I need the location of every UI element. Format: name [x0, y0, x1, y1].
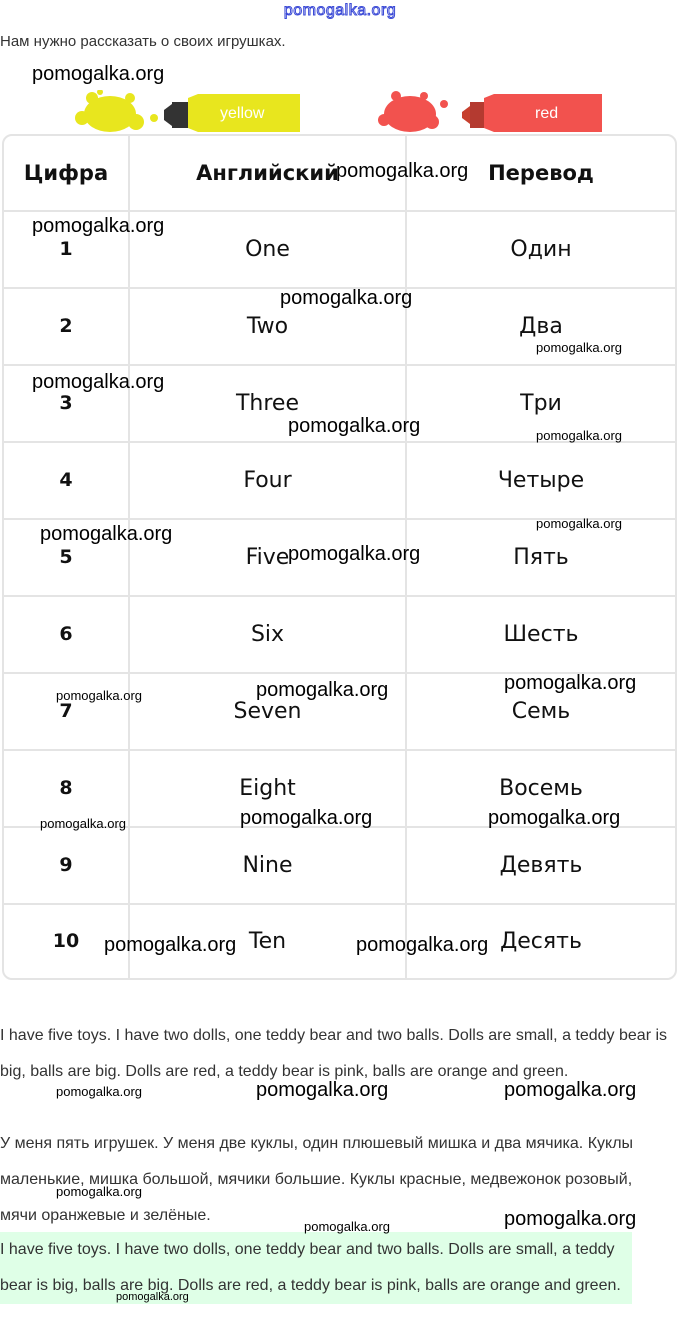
watermark: pomogalka.org: [280, 287, 413, 309]
watermark: pomogalka.org: [288, 415, 421, 437]
watermark: pomogalka.org: [536, 516, 622, 531]
english-cell: Nine: [129, 827, 406, 904]
english-cell: Five: [129, 519, 406, 596]
digit-cell: 1: [4, 211, 129, 288]
english-cell: Ten: [129, 904, 406, 978]
watermark: pomogalka.org: [336, 160, 469, 182]
translation-cell: Десять: [500, 928, 582, 954]
watermark: pomogalka.org: [56, 1184, 142, 1199]
english-paragraph: I have five toys. I have two dolls, one teddy bear and two balls. Dolls are small, a teddy bear is big, balls are big. Dolls are red, a teddy bear is pink, balls are orange and green.: [0, 1027, 668, 1080]
watermark: pomogalka.org: [240, 807, 373, 829]
red-splash-icon: [374, 90, 614, 136]
table-row: [4, 596, 675, 673]
english-cell: Seven: [129, 673, 406, 750]
watermark: pomogalka.org: [504, 1208, 637, 1230]
russian-paragraph: У меня пять игрушек. У меня две куклы, один плюшевый мишка и два мячика. Куклы маленькие, мишка большой, мячики большие. Куклы красные, медвежонок розовый, мячи оранжевые и зелёные.: [0, 1135, 634, 1224]
red-marker: [374, 90, 614, 136]
site-header[interactable]: pomogalka.org: [283, 2, 397, 19]
watermark: pomogalka.org: [56, 688, 142, 703]
english-cell: Three: [129, 365, 406, 442]
watermark: pomogalka.org: [536, 340, 622, 355]
translation-cell: Девять: [406, 827, 675, 904]
translation-cell: Семь: [406, 673, 675, 750]
watermark: pomogalka.org: [488, 807, 621, 829]
digit-cell: 7: [4, 673, 129, 750]
table-row: [4, 442, 675, 519]
watermark: pomogalka.org: [356, 934, 489, 956]
digit-cell: 3: [4, 365, 129, 442]
english-cell: Eight: [129, 750, 406, 827]
header-english: Английский: [129, 136, 406, 211]
yellow-splash-icon: [70, 90, 310, 136]
watermark: pomogalka.org: [116, 1291, 189, 1303]
table-row: [4, 827, 675, 904]
digit-cell: 6: [4, 596, 129, 673]
watermark: pomogalka.org: [536, 428, 622, 443]
translation-cell: Шесть: [406, 596, 675, 673]
digit-cell: 8: [4, 750, 129, 827]
header-digit: Цифра: [4, 136, 129, 211]
digit-cell: 10: [4, 904, 129, 978]
watermark: pomogalka.org: [304, 1219, 390, 1234]
watermark: pomogalka.org: [504, 672, 637, 694]
watermark: pomogalka.org: [256, 679, 389, 701]
watermark: pomogalka.org: [104, 934, 237, 956]
english-cell: Four: [129, 442, 406, 519]
digit-cell: 5: [4, 519, 129, 596]
header-translation: Перевод: [406, 136, 675, 211]
translation-cell: Один: [406, 211, 675, 288]
watermark: pomogalka.org: [32, 63, 165, 85]
watermark: pomogalka.org: [40, 816, 126, 831]
yellow-marker: [70, 90, 310, 136]
watermark: pomogalka.org: [32, 215, 165, 237]
english-cell: Six: [129, 596, 406, 673]
watermark: pomogalka.org: [32, 371, 165, 393]
watermark: pomogalka.org: [504, 1079, 637, 1101]
red-marker-label: red: [535, 105, 559, 122]
translation-cell: Восемь: [406, 750, 675, 827]
highlighted-answer: I have five toys. I have two dolls, one teddy bear and two balls. Dolls are small, a teddy bear is big, balls are big. Dolls are red, a teddy bear is pink, balls are orange and green.: [0, 1232, 632, 1304]
watermark: pomogalka.org: [288, 543, 421, 565]
translation-cell: Два: [406, 288, 675, 365]
english-cell: Two: [129, 288, 406, 365]
watermark: pomogalka.org: [56, 1084, 142, 1099]
digit-cell: 4: [4, 442, 129, 519]
translation-cell: Четыре: [406, 442, 675, 519]
digit-cell: 9: [4, 827, 129, 904]
watermark: pomogalka.org: [256, 1079, 389, 1101]
intro-text: Нам нужно рассказать о своих игрушках.: [0, 33, 286, 50]
digit-cell: 2: [4, 288, 129, 365]
yellow-marker-label: yellow: [220, 105, 265, 122]
watermark: pomogalka.org: [40, 523, 173, 545]
translation-cell: Пять: [406, 519, 675, 596]
english-cell: One: [129, 211, 406, 288]
translation-cell: Три: [406, 365, 675, 442]
